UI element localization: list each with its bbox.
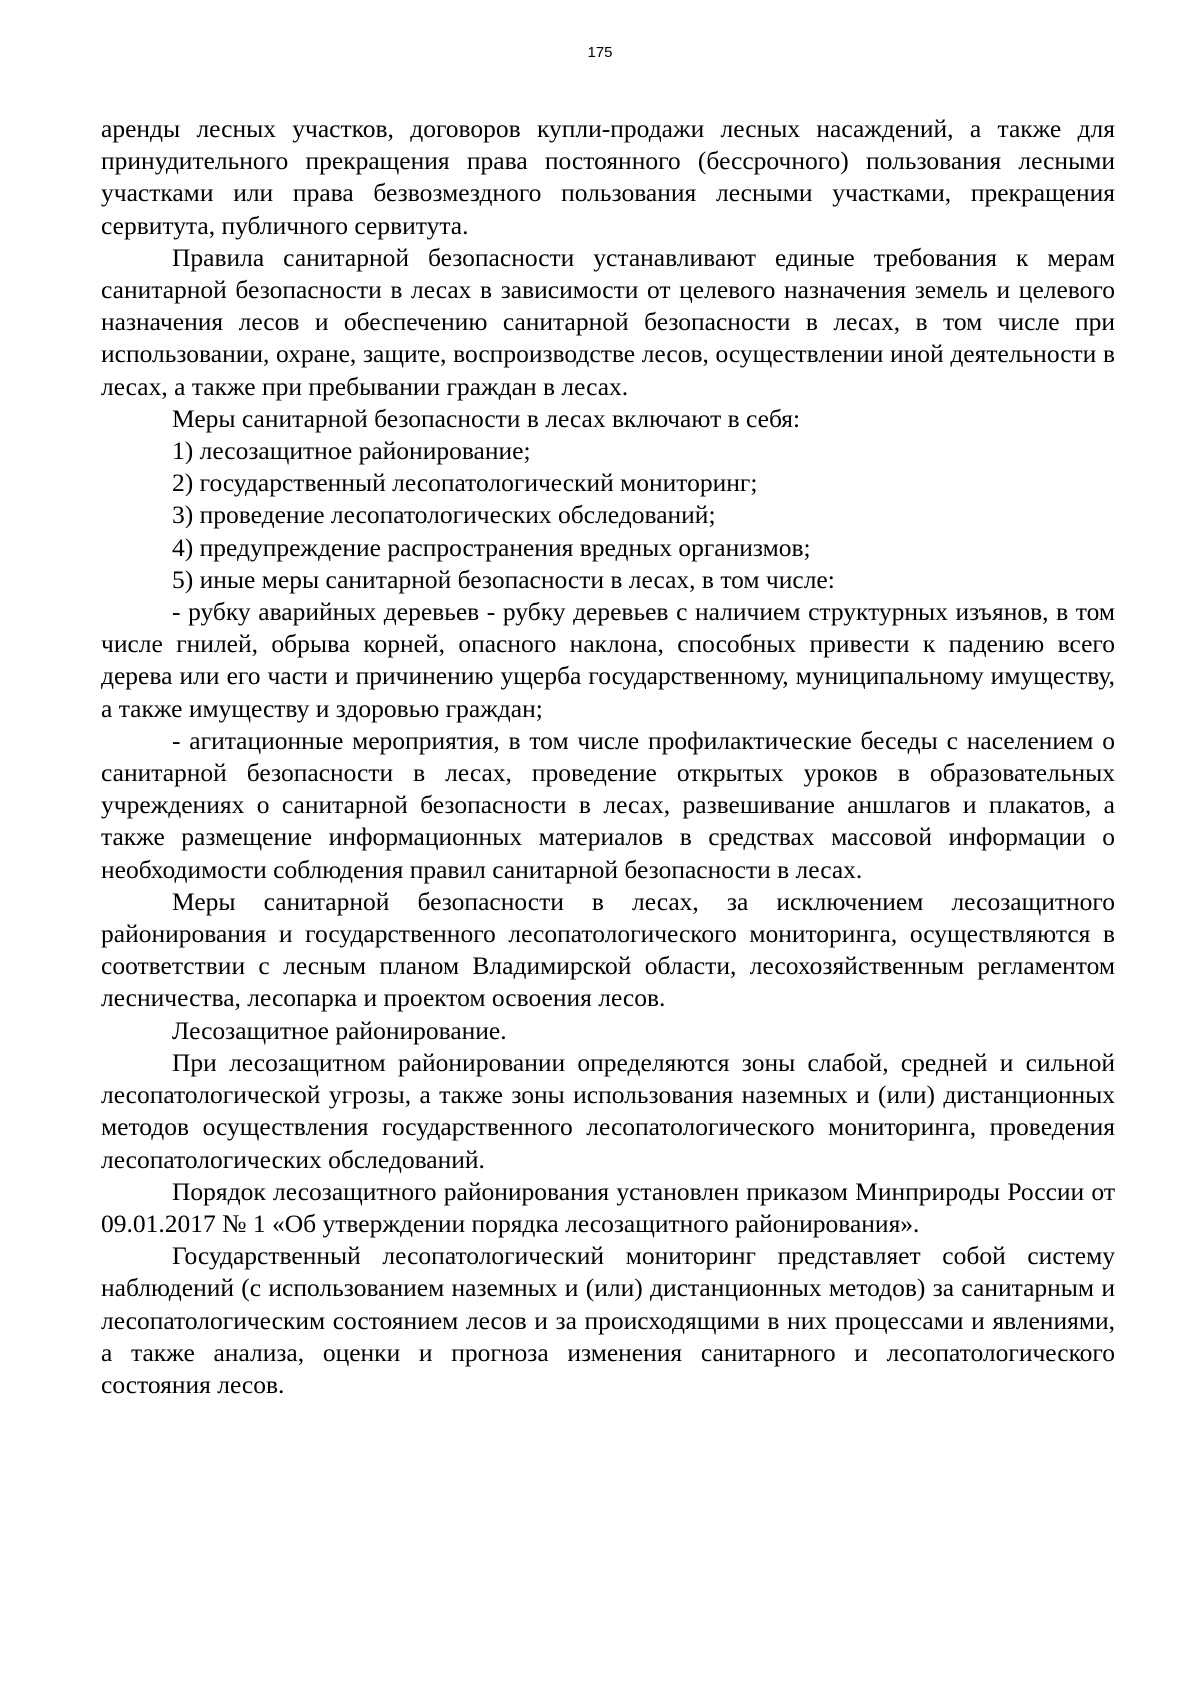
- paragraph-measures-intro: Меры санитарной безопасности в лесах включают в себя:: [172, 403, 801, 433]
- sub-item-emergency-felling: - рубку аварийных деревьев - рубку деревьев с наличием структурных изъянов, в том числе гнилей, обрыва корней, опасного наклона, способных привести к падению всего дерева или его части и причинению ущерба государственному, муниципальному имуществу, а также имуществу и здоровью граждан;: [101, 597, 1115, 723]
- paragraph-zoning-definition: При лесозащитном районировании определяются зоны слабой, средней и сильной лесопатологической угрозы, а также зоны использования наземных и (или) дистанционных методов осуществления государственного лесопатологического мониторинга, проведения лесопатологических обследований.: [101, 1047, 1115, 1174]
- section-heading-zoning: Лесозащитное районирование.: [172, 1015, 507, 1045]
- body-text: [101, 113, 1115, 1401]
- page-number: 175: [587, 44, 613, 61]
- list-item-3: 3) проведение лесопатологических обследований;: [172, 500, 716, 530]
- paragraph-monitoring-definition: Государственный лесопатологический мониторинг представляет собой систему наблюдений (с использованием наземных и (или) дистанционных методов) за санитарным и лесопатологическим состоянием лесов и за происходящими в них процессами и явлениями, а также анализа, оценки и прогноза изменения санитарного и лесопатологического состояния лесов.: [101, 1241, 1115, 1399]
- list-item-2: 2) государственный лесопатологический мониторинг;: [172, 468, 758, 498]
- paragraph-measures-implementation: Меры санитарной безопасности в лесах, за исключением лесозащитного районирования и государственного лесопатологического мониторинга, осуществляются в соответствии с лесным планом Владимирской области, лесохозяйственным регламентом лесничества, лесопарка и проектом освоения лесов.: [101, 886, 1115, 1013]
- sub-item-awareness-campaign: - агитационные мероприятия, в том числе профилактические беседы с населением о санитарной безопасности в лесах, проведение открытых уроков в образовательных учреждениях о санитарной безопасности в лесах, развешивание аншлагов и плакатов, а также размещение информационных материалов в средствах массовой информации о необходимости соблюдения правил санитарной безопасности в лесах.: [101, 725, 1115, 884]
- list-item-1: 1) лесозащитное районирование;: [172, 436, 531, 466]
- paragraph-zoning-order: Порядок лесозащитного районирования установлен приказом Минприроды России от 09.01.2017 № 1 «Об утверждении порядка лесозащитного районирования».: [101, 1176, 1115, 1238]
- paragraph-lease-continuation: аренды лесных участков, договоров купли-продажи лесных насаждений, а также для принудительного прекращения права постоянного (бессрочного) пользования лесными участками или права безвозмездного пользования лесными участками, прекращения сервитута, публичного сервитута.: [101, 114, 1115, 240]
- list-item-4: 4) предупреждение распространения вредных организмов;: [172, 532, 811, 562]
- paragraph-sanitary-rules: Правила санитарной безопасности устанавливают единые требования к мерам санитарной безопасности в лесах в зависимости от целевого назначения земель и целевого назначения лесов и обеспечению санитарной безопасности в лесах, в том числе при использовании, охране, защите, воспроизводстве лесов, осуществлении иной деятельности в лесах, а также при пребывании граждан в лесах.: [101, 242, 1115, 401]
- list-item-5: 5) иные меры санитарной безопасности в лесах, в том числе:: [172, 564, 835, 594]
